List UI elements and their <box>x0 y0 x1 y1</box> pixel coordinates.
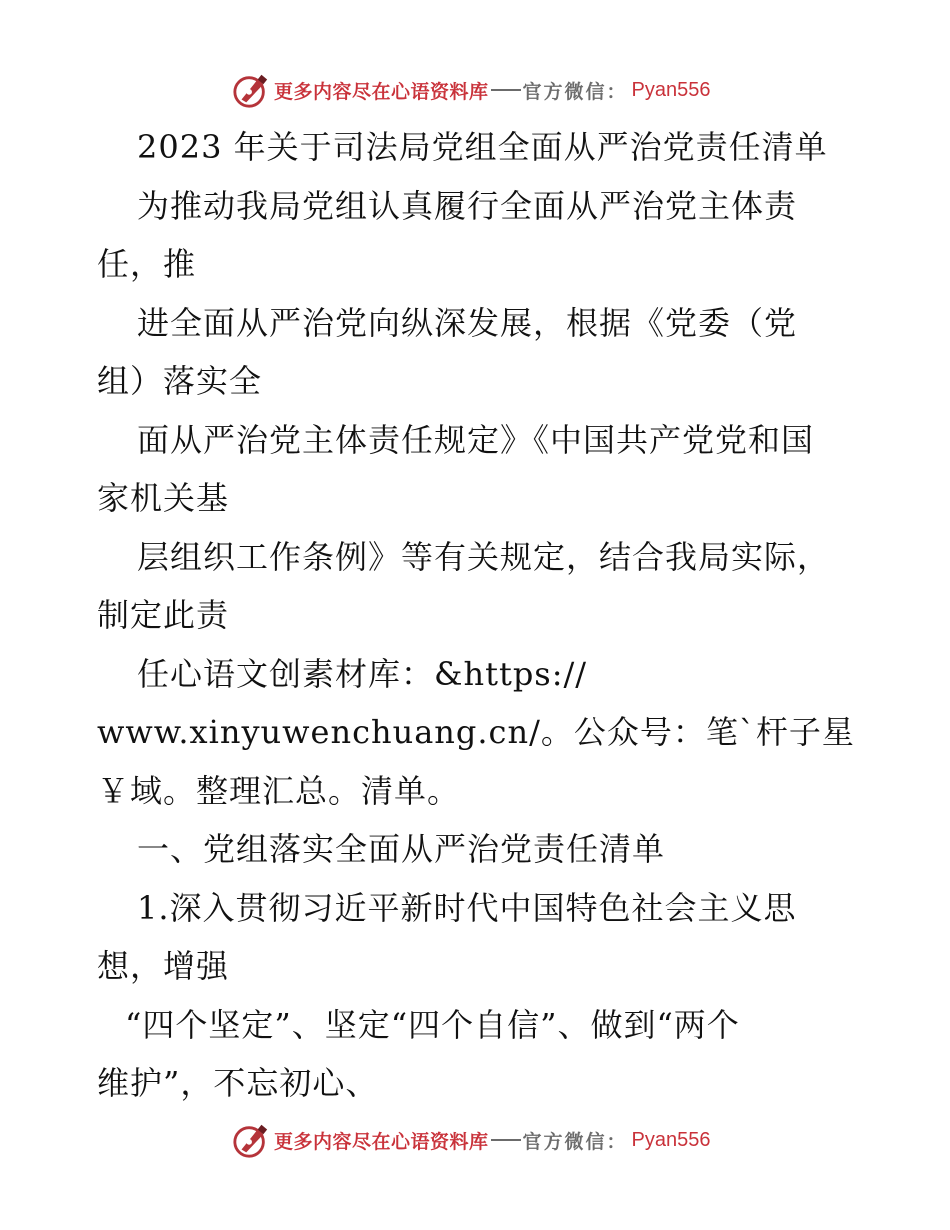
paragraph-line: 任心语文创素材库：&https:// <box>137 654 588 693</box>
pen-logo-icon <box>232 1121 270 1159</box>
banner-official-label: 官方微信： <box>522 1130 628 1153</box>
banner-separator <box>491 1139 521 1141</box>
paragraph-line: 任，推 <box>97 245 197 283</box>
paragraph-line: “四个坚定”、坚定“四个自信”、做到“两个 <box>125 1005 740 1044</box>
paragraph-line: 面从严治党主体责任规定》《中国共产党党和国 <box>137 420 815 459</box>
paragraph-line: 想，增强 <box>97 947 230 985</box>
paragraph-line: 层组织工作条例》等有关规定，结合我局实际， <box>137 537 831 576</box>
banner-wechat-id: Pyan556 <box>631 1128 711 1151</box>
banner-official-label: 官方微信： <box>522 80 628 103</box>
banner-text: 更多内容尽在心语资料库 <box>274 1130 489 1153</box>
list-item: 1.深入贯彻习近平新时代中国特色社会主义思 <box>137 888 797 927</box>
paragraph-line: 为推动我局党组认真履行全面从严治党主体责 <box>137 186 798 225</box>
paragraph-line: www.xinyuwenchuang.cn/。公众号：笔`杆子星 <box>97 713 855 751</box>
document-title: 2023 年关于司法局党组全面从严治党责任清单 <box>137 128 828 166</box>
paragraph-line: 组）落实全 <box>97 362 263 400</box>
paragraph-line: 进全面从严治党向纵深发展，根据《党委（党 <box>137 303 798 342</box>
pen-logo-icon <box>232 71 270 109</box>
footer-watermark-banner <box>232 1120 711 1160</box>
paragraph-line: 制定此责 <box>97 596 230 634</box>
header-watermark-banner <box>232 70 711 110</box>
section-heading: 一、党组落实全面从严治党责任清单 <box>137 830 666 868</box>
banner-separator <box>491 89 521 91</box>
document-body <box>97 118 897 1113</box>
banner-wechat-id: Pyan556 <box>631 78 711 101</box>
paragraph-line: ￥域。整理汇总。清单。 <box>97 771 461 810</box>
paragraph-line: 维护”，不忘初心、 <box>97 1064 379 1102</box>
paragraph-line: 家机关基 <box>97 479 230 517</box>
banner-text: 更多内容尽在心语资料库 <box>274 80 489 103</box>
